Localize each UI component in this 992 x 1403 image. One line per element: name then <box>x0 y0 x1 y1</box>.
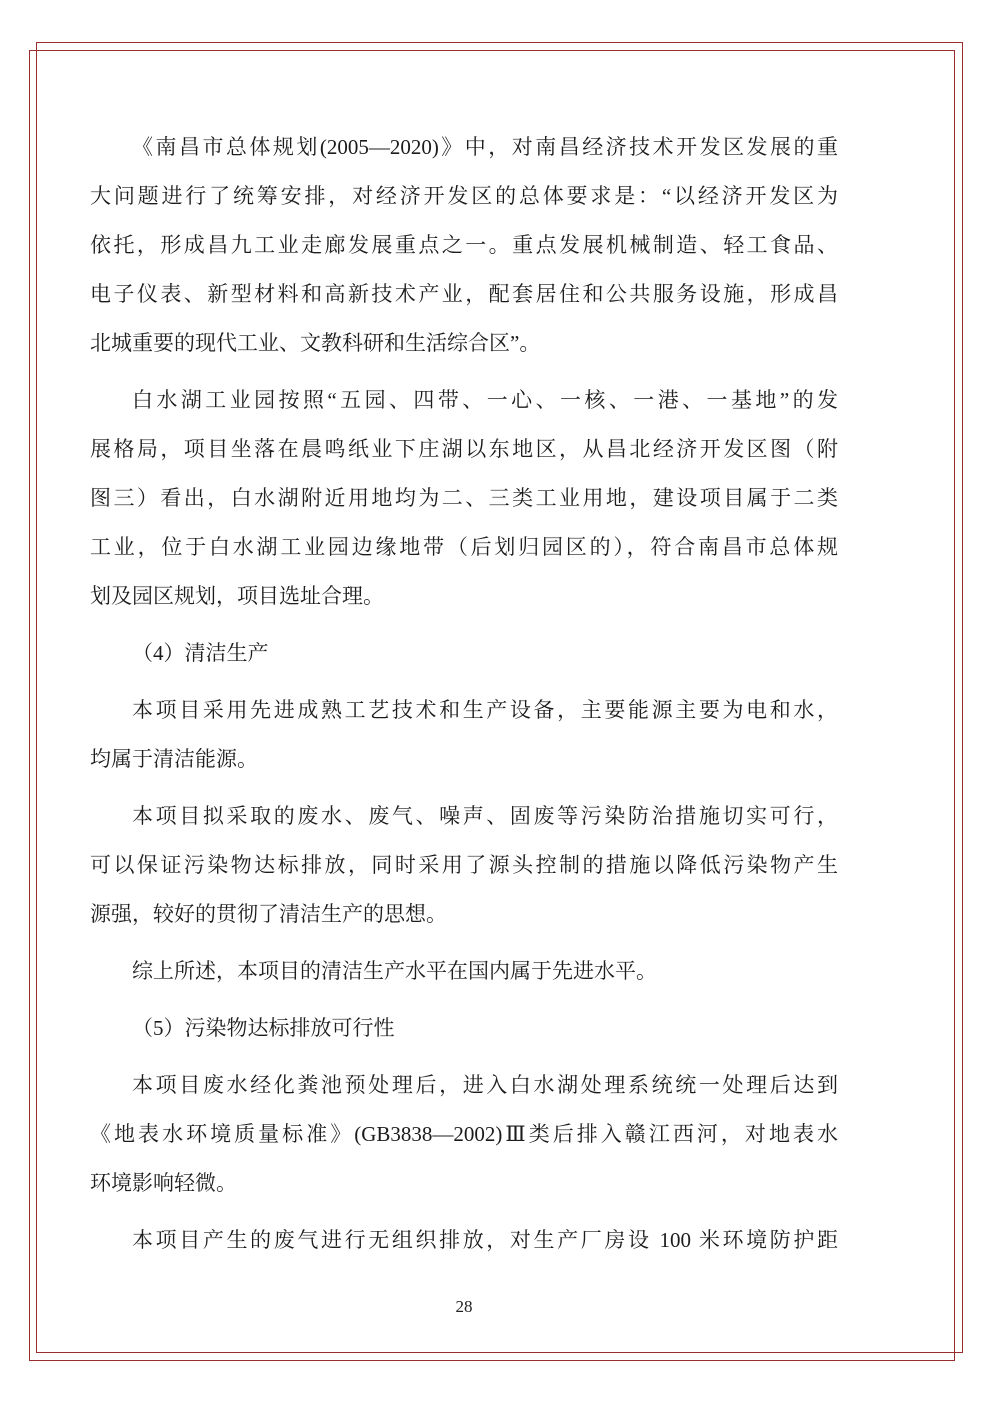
paragraph <box>90 376 838 621</box>
text-line: （5）污染物达标排放可行性 <box>132 1016 395 1040</box>
paragraph <box>90 1216 838 1265</box>
text-line: 划及园区规划，项目选址合理。 <box>90 584 384 608</box>
text-line: 环境影响轻微。 <box>90 1171 237 1195</box>
paragraph <box>90 792 838 939</box>
paragraph <box>90 1061 838 1208</box>
text-line: 展格局，项目坐落在晨鸣纸业下庄湖以东地区，从昌北经济开发区图（附 <box>90 437 838 461</box>
paragraph <box>90 629 838 678</box>
text-line: 《地表水环境质量标准》(GB3838—2002)Ⅲ类后排入赣江西河，对地表水 <box>90 1122 838 1146</box>
text-line: 依托，形成昌九工业走廊发展重点之一。重点发展机械制造、轻工食品、 <box>90 233 838 257</box>
text-line: 本项目废水经化粪池预处理后，进入白水湖处理系统统一处理后达到 <box>132 1073 838 1097</box>
text-line: 均属于清洁能源。 <box>90 747 258 771</box>
paragraph <box>90 123 838 368</box>
text-line: 本项目产生的废气进行无组织排放，对生产厂房设 100 米环境防护距 <box>132 1228 838 1252</box>
text-line: 大问题进行了统筹安排，对经济开发区的总体要求是：“以经济开发区为 <box>90 184 838 208</box>
text-line: 本项目采用先进成熟工艺技术和生产设备，主要能源主要为电和水， <box>132 698 838 722</box>
document-body <box>90 123 838 1273</box>
text-line: 电子仪表、新型材料和高新技术产业，配套居住和公共服务设施，形成昌 <box>90 282 838 306</box>
paragraph <box>90 1004 838 1053</box>
text-line: 源强，较好的贯彻了清洁生产的思想。 <box>90 902 447 926</box>
text-line: 白水湖工业园按照“五园、四带、一心、一核、一港、一基地”的发 <box>132 388 838 412</box>
text-line: 可以保证污染物达标排放，同时采用了源头控制的措施以降低污染物产生 <box>90 853 838 877</box>
text-line: 图三）看出，白水湖附近用地均为二、三类工业用地，建设项目属于二类 <box>90 486 838 510</box>
text-line: 《南昌市总体规划(2005—2020)》中，对南昌经济技术开发区发展的重 <box>132 135 838 159</box>
text-line: （4）清洁生产 <box>132 641 269 665</box>
paragraph <box>90 686 838 784</box>
text-line: 本项目拟采取的废水、废气、噪声、固废等污染防治措施切实可行， <box>132 804 838 828</box>
text-line: 北城重要的现代工业、文教科研和生活综合区”。 <box>90 331 541 355</box>
paragraph <box>90 947 838 996</box>
page-number: 28 <box>455 1297 473 1316</box>
text-line: 工业，位于白水湖工业园边缘地带（后划归园区的），符合南昌市总体规 <box>90 535 838 559</box>
text-line: 综上所述，本项目的清洁生产水平在国内属于先进水平。 <box>132 959 657 983</box>
